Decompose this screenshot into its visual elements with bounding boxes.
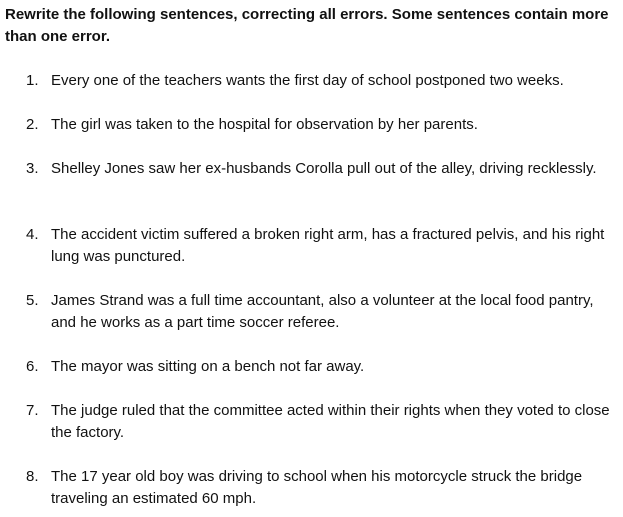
sentence-text: The accident victim suffered a broken right arm, has a fractured pelvis, and his right lung was punctured.	[51, 226, 605, 265]
sentence-text: The girl was taken to the hospital for observation by her parents.	[51, 116, 478, 133]
sentence-number: 4.	[26, 226, 39, 243]
sentence-number: 8.	[26, 468, 39, 485]
sentence-number: 1.	[26, 72, 39, 89]
sentence-number: 2.	[26, 116, 39, 133]
sentence-number: 3.	[26, 160, 39, 177]
sentence-text: Every one of the teachers wants the first day of school postponed two weeks.	[51, 72, 564, 89]
sentence-number: 5.	[26, 292, 39, 309]
instructions-heading: Rewrite the following sentences, correcting all errors. Some sentences contain more than one error.	[5, 6, 609, 45]
sentence-text: The judge ruled that the committee acted within their rights when they voted to close the factory.	[51, 402, 610, 441]
sentence-text: The mayor was sitting on a bench not far away.	[51, 358, 365, 375]
sentence-text: Shelley Jones saw her ex-husbands Corolla pull out of the alley, driving recklessly.	[51, 160, 597, 177]
sentence-text: The 17 year old boy was driving to school when his motorcycle struck the bridge traveling an estimated 60 mph.	[51, 468, 583, 507]
sentence-text: James Strand was a full time accountant, also a volunteer at the local food pantry, and he works as a part time soccer referee.	[51, 292, 594, 331]
sentence-number: 6.	[26, 358, 39, 375]
sentence-number: 7.	[26, 402, 39, 419]
